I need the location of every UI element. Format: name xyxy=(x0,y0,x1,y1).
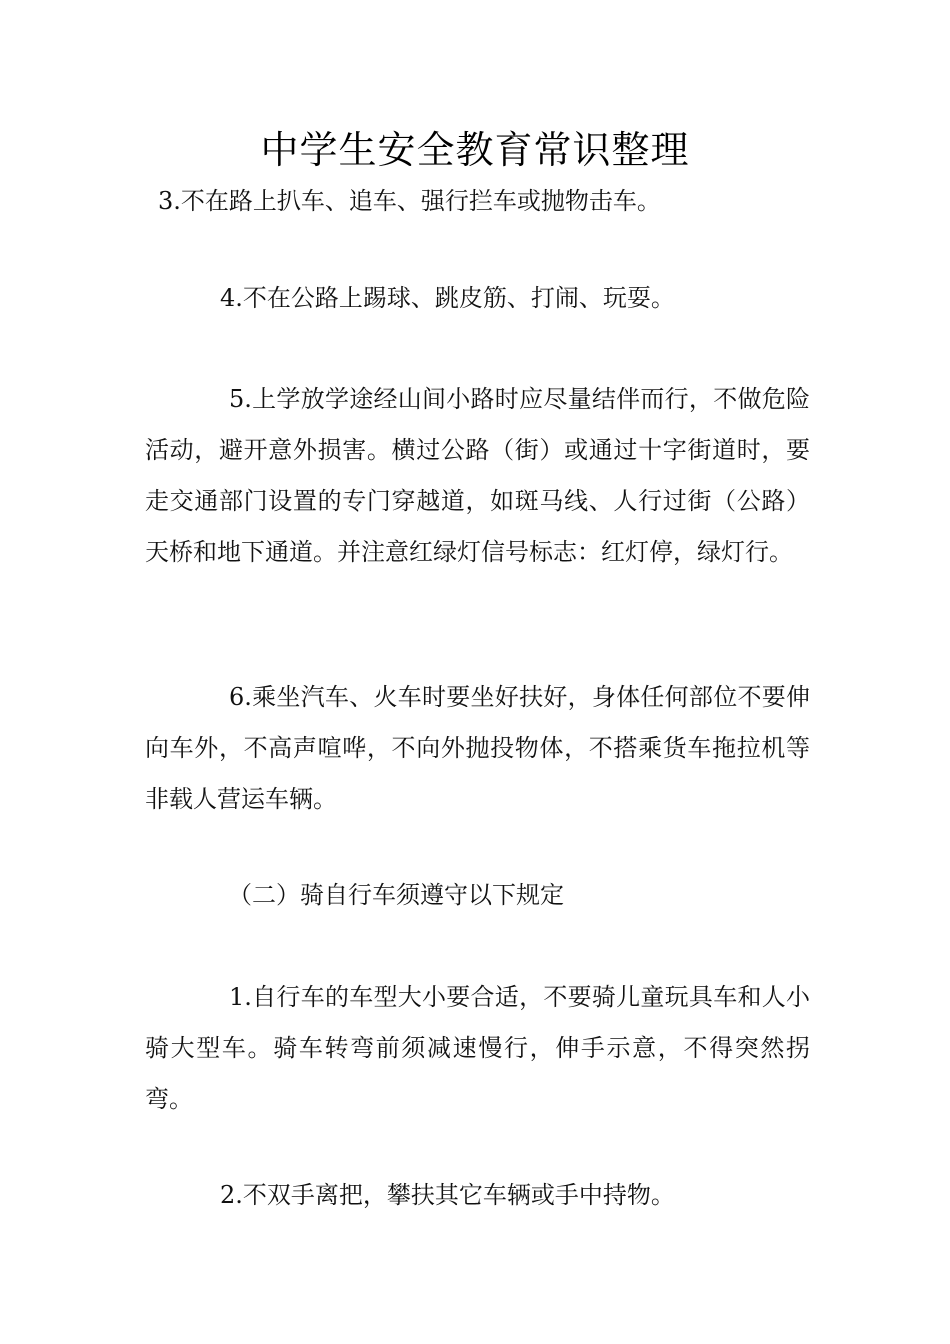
paragraph-item-6: 6.乘坐汽车、火车时要坐好扶好，身体任何部位不要伸向车外，不高声喧哗，不向外抛投物体，不搭乘货车拖拉机等非载人营运车辆。 xyxy=(145,683,810,813)
paragraph-item-5: 5.上学放学途经山间小路时应尽量结伴而行，不做危险活动，避开意外损害。横过公路（街）或通过十字街道时，要走交通部门设置的专门穿越道，如斑马线、人行过街（公路）天桥和地下通道。并注意红绿灯信号标志：红灯停，绿灯行。 xyxy=(145,385,810,566)
section-heading-bicycle-rules: （二）骑自行车须遵守以下规定 xyxy=(228,881,564,909)
paragraph-bicycle-2: 2.不双手离把，攀扶其它车辆或手中持物。 xyxy=(220,1181,675,1209)
paragraph-item-3: 3.不在路上扒车、追车、强行拦车或抛物击车。 xyxy=(158,187,661,215)
paragraph-bicycle-1: 1.自行车的车型大小要合适，不要骑儿童玩具车和人小骑大型车。骑车转弯前须减速慢行，伸手示意，不得突然拐弯。 xyxy=(145,983,810,1113)
page-title: 中学生安全教育常识整理 xyxy=(260,128,690,172)
paragraph-item-4: 4.不在公路上踢球、跳皮筋、打闹、玩耍。 xyxy=(220,284,675,312)
